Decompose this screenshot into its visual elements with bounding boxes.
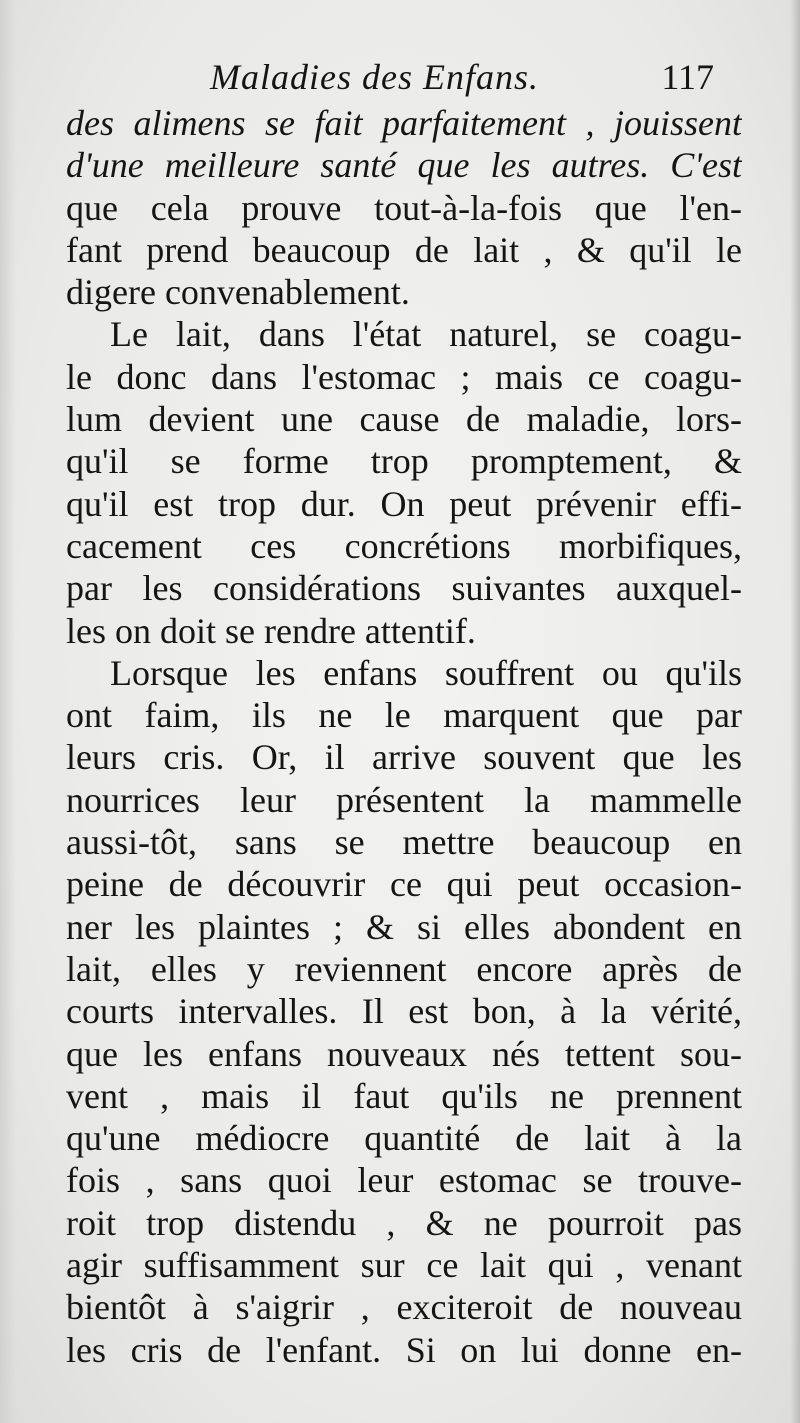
body-text [66,102,742,1371]
text-line: lait, elles y reviennent encore après de [66,948,742,989]
text-line: qu'une médiocre quantité de lait à la [66,1118,742,1159]
text-line: peine de découvrir ce qui peut occasion- [66,864,742,905]
text-line: le donc dans l'estomac ; mais ce coagu- [66,356,742,397]
text-line: ont faim, ils ne le marquent que par [66,695,742,736]
text-line: fois , sans quoi leur estomac se trouve- [66,1160,742,1201]
text-line: courts intervalles. Il est bon, à la vérité, [66,991,742,1032]
text-line: leurs cris. Or, il arrive souvent que les [66,737,742,778]
text-line: les on doit se rendre attentif. [66,610,476,651]
text-line: lum devient une cause de maladie, lors- [66,399,742,440]
text-line: Le lait, dans l'état naturel, se coagu- [110,314,742,355]
text-line: vent , mais il faut qu'ils ne prennent [66,1075,742,1116]
text-line: par les considérations suivantes auxquel- [66,568,742,609]
text-line: ner les plaintes ; & si elles abondent en [66,906,742,947]
text-line: digere convenablement. [66,272,410,313]
text-line: cacement ces concrétions morbifiques, [66,525,742,566]
text-line: nourrices leur présentent la mammelle [66,779,742,820]
page-gutter-shadow [0,0,16,1423]
text-line: fant prend beaucoup de lait , & qu'il le [66,229,742,270]
text-line: bientôt à s'aigrir , exciteroit de nouveau [66,1287,742,1328]
running-title: Maladies des Enfans. [210,57,539,97]
text-line: des alimens se fait parfaitement , jouissent [66,103,742,143]
text-line: Lorsque les enfans souffrent ou qu'ils [110,652,742,693]
text-line: agir suffisamment sur ce lait qui , venant [66,1245,742,1286]
page-edge-shadow [790,0,800,1423]
text-line: les cris de l'enfant. Si on lui donne en- [66,1329,742,1370]
text-line: que les enfans nouveaux nés tettent sou- [66,1033,742,1074]
text-line: roit trop distendu , & ne pourroit pas [66,1202,742,1243]
text-line: qu'il est trop dur. On peut prévenir effi- [66,483,742,524]
page-header [200,50,740,98]
text-line: qu'il se forme trop promptement, & [66,441,742,482]
text-line: d'une meilleure santé que les autres. C'est [66,145,742,186]
text-line: que cela prouve tout-à-la-fois que l'en- [66,187,742,228]
page-number: 117 [661,57,714,97]
text-line: aussi-tôt, sans se mettre beaucoup en [66,822,742,863]
